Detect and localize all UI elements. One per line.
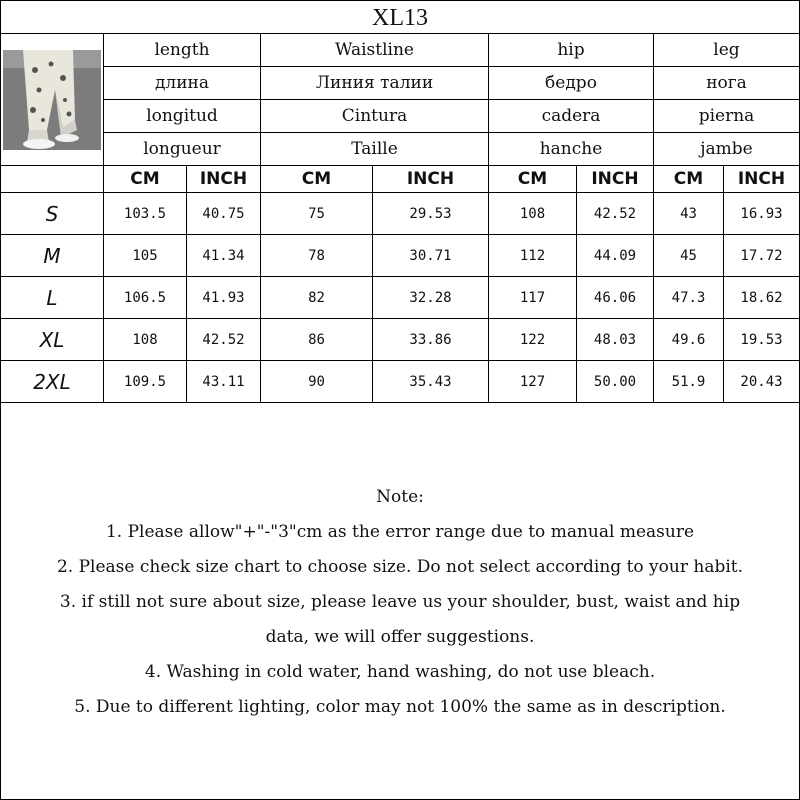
waist-inch: 32.28 <box>373 277 489 319</box>
length-cm: 105 <box>104 235 187 277</box>
header-row-spanish <box>1 100 800 133</box>
hip-cm: 127 <box>489 361 577 403</box>
header-length-en: length <box>104 34 261 67</box>
table-row <box>1 235 800 277</box>
header-hip-fr: hanche <box>489 133 654 166</box>
table-row <box>1 361 800 403</box>
note-line: data, we will offer suggestions. <box>265 627 535 647</box>
leg-inch: 19.53 <box>724 319 800 361</box>
waist-inch: 35.43 <box>373 361 489 403</box>
length-inch: 41.34 <box>187 235 261 277</box>
header-waist-es: Cintura <box>261 100 489 133</box>
header-waist-ru: Линия талии <box>261 67 489 100</box>
unit-inch-waist: INCH <box>373 166 489 193</box>
waist-inch: 33.86 <box>373 319 489 361</box>
header-waist-fr: Taille <box>261 133 489 166</box>
product-photo-image <box>3 50 101 150</box>
leg-inch: 17.72 <box>724 235 800 277</box>
leg-inch: 18.62 <box>724 277 800 319</box>
header-hip-en: hip <box>489 34 654 67</box>
unit-inch-leg: INCH <box>724 166 800 193</box>
leg-cm: 43 <box>654 193 724 235</box>
note-line: 2. Please check size chart to choose size. Do not select according to your habit. <box>56 557 744 577</box>
table-row <box>1 319 800 361</box>
waist-inch: 29.53 <box>373 193 489 235</box>
hip-cm: 117 <box>489 277 577 319</box>
notes-section <box>0 480 800 725</box>
size-label: L <box>1 277 104 319</box>
waist-cm: 90 <box>261 361 373 403</box>
length-inch: 43.11 <box>187 361 261 403</box>
header-leg-fr: jambe <box>654 133 800 166</box>
header-hip-es: cadera <box>489 100 654 133</box>
unit-cm-waist: CM <box>261 166 373 193</box>
size-label: 2XL <box>1 361 104 403</box>
leg-cm: 49.6 <box>654 319 724 361</box>
notes-heading: Note: <box>376 487 424 507</box>
header-length-fr: longueur <box>104 133 261 166</box>
waist-cm: 75 <box>261 193 373 235</box>
unit-cm-length: CM <box>104 166 187 193</box>
header-row-english <box>1 34 800 67</box>
unit-cm-hip: CM <box>489 166 577 193</box>
header-leg-ru: нога <box>654 67 800 100</box>
unit-inch-hip: INCH <box>577 166 654 193</box>
length-cm: 106.5 <box>104 277 187 319</box>
note-line: 3. if still not sure about size, please leave us your shoulder, bust, waist and hip <box>59 592 741 612</box>
length-cm: 103.5 <box>104 193 187 235</box>
header-hip-ru: бедро <box>489 67 654 100</box>
header-length-es: longitud <box>104 100 261 133</box>
waist-cm: 78 <box>261 235 373 277</box>
size-label: S <box>1 193 104 235</box>
length-cm: 108 <box>104 319 187 361</box>
note-line: 4. Washing in cold water, hand washing, do not use bleach. <box>144 662 656 682</box>
length-inch: 42.52 <box>187 319 261 361</box>
size-label: M <box>1 235 104 277</box>
leg-cm: 47.3 <box>654 277 724 319</box>
waist-cm: 82 <box>261 277 373 319</box>
length-inch: 40.75 <box>187 193 261 235</box>
length-cm: 109.5 <box>104 361 187 403</box>
header-leg-en: leg <box>654 34 800 67</box>
header-length-ru: длина <box>104 67 261 100</box>
leg-inch: 16.93 <box>724 193 800 235</box>
hip-inch: 46.06 <box>577 277 654 319</box>
units-row <box>1 166 800 193</box>
unit-inch-length: INCH <box>187 166 261 193</box>
chart-title: XL13 <box>1 1 799 34</box>
leg-cm: 45 <box>654 235 724 277</box>
unit-cm-leg: CM <box>654 166 724 193</box>
header-row-russian <box>1 67 800 100</box>
length-inch: 41.93 <box>187 277 261 319</box>
hip-inch: 48.03 <box>577 319 654 361</box>
table-row <box>1 193 800 235</box>
note-line: 5. Due to different lighting, color may not 100% the same as in description. <box>74 697 726 717</box>
header-leg-es: pierna <box>654 100 800 133</box>
hip-inch: 50.00 <box>577 361 654 403</box>
header-row-french <box>1 133 800 166</box>
hip-inch: 44.09 <box>577 235 654 277</box>
size-label: XL <box>1 319 104 361</box>
hip-cm: 122 <box>489 319 577 361</box>
header-waist-en: Waistline <box>261 34 489 67</box>
table-row <box>1 277 800 319</box>
hip-cm: 108 <box>489 193 577 235</box>
hip-inch: 42.52 <box>577 193 654 235</box>
leg-inch: 20.43 <box>724 361 800 403</box>
hip-cm: 112 <box>489 235 577 277</box>
waist-cm: 86 <box>261 319 373 361</box>
note-line: 1. Please allow"+"-"3"cm as the error range due to manual measure <box>105 522 695 542</box>
leg-cm: 51.9 <box>654 361 724 403</box>
size-table <box>0 33 800 403</box>
waist-inch: 30.71 <box>373 235 489 277</box>
product-photo <box>1 34 104 166</box>
units-blank-cell <box>1 166 104 193</box>
